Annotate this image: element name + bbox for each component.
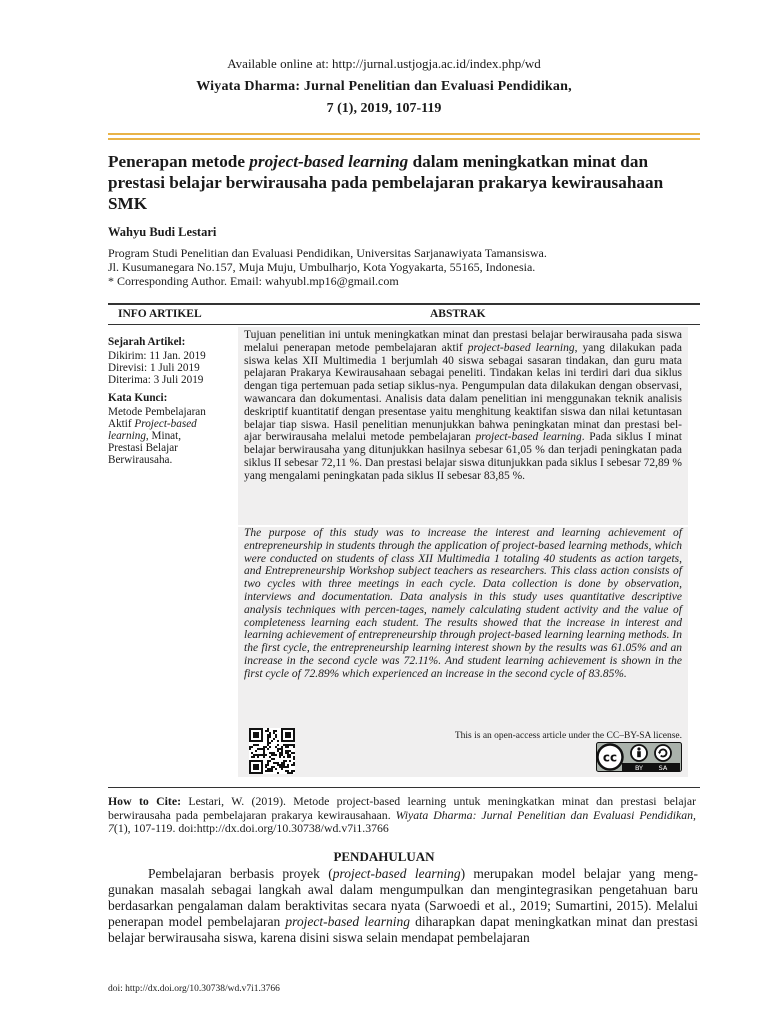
affiliation-line-1: Program Studi Penelitian dan Evaluasi Pendidikan, Universitas Sarjanawiyata Tamansiswa. <box>108 246 547 260</box>
license-text: This is an open-access article under the CC–BY-SA license. <box>454 731 682 741</box>
info-heading: INFO ARTIKEL <box>118 308 202 320</box>
abstract-english: The purpose of this study was to increase the interest and learning achievement of entrepreneurship in students through the application of project-based learning methods, which were conducted on students of class XII Multimedia 1 totaling 40 students as action targets, and Entrepreneurship Workshop subject teachers as researchers. This class action consists of two cycles with three meetings in each cycle. Data collection is done by observation, interviews and documentation. Data analysis in this study uses quantitative descriptive analysis techniques with percen-tages, namely calculating student activity and the value of completeness learning each student. The results showed that the increase in interest and learning achievement of entrepreneurship through project-based learning learning methods. In the first cycle, the entrepreneurship learning interest shown by the results was 61.05% and an increase in the second cycle was 72.11%. And student learning achievement is shown in the first cycle of 72.89% which experienced an increase in the second cycle of 83.85%. <box>238 527 688 777</box>
citation-note: How to Cite: Lestari, W. (2019). Metode project-based learning untuk meningkatkan minat dan prestasi belajar berwirausaha pada pembelajaran prakarya kewirausahaan. Wiyata Dharma: Jurnal Penelitian dan Evaluasi Pendidikan, 7(1), 107-119. doi:http://dx.doi.org/10.30738/wd.v7i1.3766 <box>108 794 697 835</box>
availability-line: Available online at: http://jurnal.ustjogja.ac.id/index.php/wd <box>227 56 541 71</box>
article-title: Penerapan metode project-based learning dalam meningkatkan minat dan prestasi belajar berwirausaha pada pembelajaran prakarya kewirausahaan SMK <box>108 152 664 213</box>
footer-doi: doi: http://dx.doi.org/10.30738/wd.v7i1.3766 <box>108 984 280 994</box>
badge-sa-label: SA <box>658 764 668 772</box>
corresponding-author: * Corresponding Author. Email: wahyubl.mp16@gmail.com <box>108 274 399 288</box>
section-heading: PENDAHULUAN <box>333 849 435 864</box>
keyword-line: Berwirausaha. <box>108 454 173 466</box>
badge-by-label: BY <box>634 764 644 772</box>
abstract-heading: ABSTRAK <box>430 308 486 320</box>
accepted-date: Diterima: 3 Juli 2019 <box>108 374 204 386</box>
header-rule-top <box>108 133 700 135</box>
keyword-line: learning, Minat, <box>108 430 182 442</box>
table-header-rule <box>108 324 700 325</box>
keyword-line: Metode Pembelajaran <box>108 406 206 418</box>
journal-volume: 7 (1), 2019, 107-119 <box>326 101 442 116</box>
keyword-line: Aktif Project-based <box>108 418 197 430</box>
table-top-rule <box>108 303 700 305</box>
cc-by-sa-badge-icon[interactable] <box>596 742 682 772</box>
svg-text:cc: cc <box>602 750 618 765</box>
qr-code-icon[interactable] <box>249 728 295 774</box>
article-info <box>108 330 233 775</box>
history-label: Sejarah Artikel: <box>108 336 186 348</box>
received-date: Dikirim: 11 Jan. 2019 <box>108 350 206 362</box>
header-rule-bottom <box>108 138 700 140</box>
affiliation-line-2: Jl. Kusumanegara No.157, Muja Muju, Umbulharjo, Kota Yogyakarta, 55165, Indonesia. <box>108 260 536 274</box>
keyword-line: Prestasi Belajar <box>108 442 178 454</box>
intro-paragraph: Pembelajaran berbasis proyek (project-based learning) merupakan model belajar yang meng-gunakan masalah sebagai langkah awal dalam mengumpulkan dan mengintegrasikan pengetahuan baru berdasarkan pengalaman dalam beraktivitas secara nyata (Sarwoedi et al., 2019; Sumartini, 2015). Melalui penerapan model pembelajaran project-based learning diharapkan dapat meningkatkan minat dan prestasi belajar berwirausaha siswa, karena disini siswa selain mendapat pembelajaran <box>108 866 698 945</box>
table-bottom-rule <box>108 787 700 788</box>
abstract-indonesian: Tujuan penelitian ini untuk meningkatkan minat dan prestasi belajar berwirausaha pada siswa melalui penerapan metode pembelajaran aktif project-based learning, yang dilakukan pada siswa kelas XII Multimedia 1 berjumlah 40 siswa sebagai sasaran tindakan, dan guru mata pelajaran Prakarya Kewirausahaan sebagai peneliti. Tindakan kelas ini terdiri dari dua siklus dengan tiga pertemuan pada setiap siklus-nya. Pengumpulan data dilakukan dengan observasi, wawancara dan dokumentasi. Analisis data dalam penelitian ini menggunakan teknik analisis deskriptif kuantitatif dengan presentase yaitu menghitung keaktifan siswa dan nilai ketuntasan belajar tiap siswa. Hasil penelitian menunjukkan bahwa peningkatan minat dan prestasi bel-ajar berwirausaha melalui metode pembelajaran project-based learning. Pada siklus I minat belajar berwirausaha yang ditunjukkan hasilnya sebesar 61,05 % dan terjadi peningkatan pada siklus II sebesar 72,11 %. Dan prestasi belajar siswa ditunjukkan pada siklus I sebesar 72,89 % yang mengalami peningkatan pada siklus II sebesar 83,85 %. <box>238 327 688 525</box>
author-name: Wahyu Budi Lestari <box>108 225 217 239</box>
journal-name: Wiyata Dharma: Jurnal Penelitian dan Evaluasi Pendidikan, <box>196 79 572 94</box>
keywords-label: Kata Kunci: <box>108 392 168 404</box>
revised-date: Direvisi: 1 Juli 2019 <box>108 362 200 374</box>
